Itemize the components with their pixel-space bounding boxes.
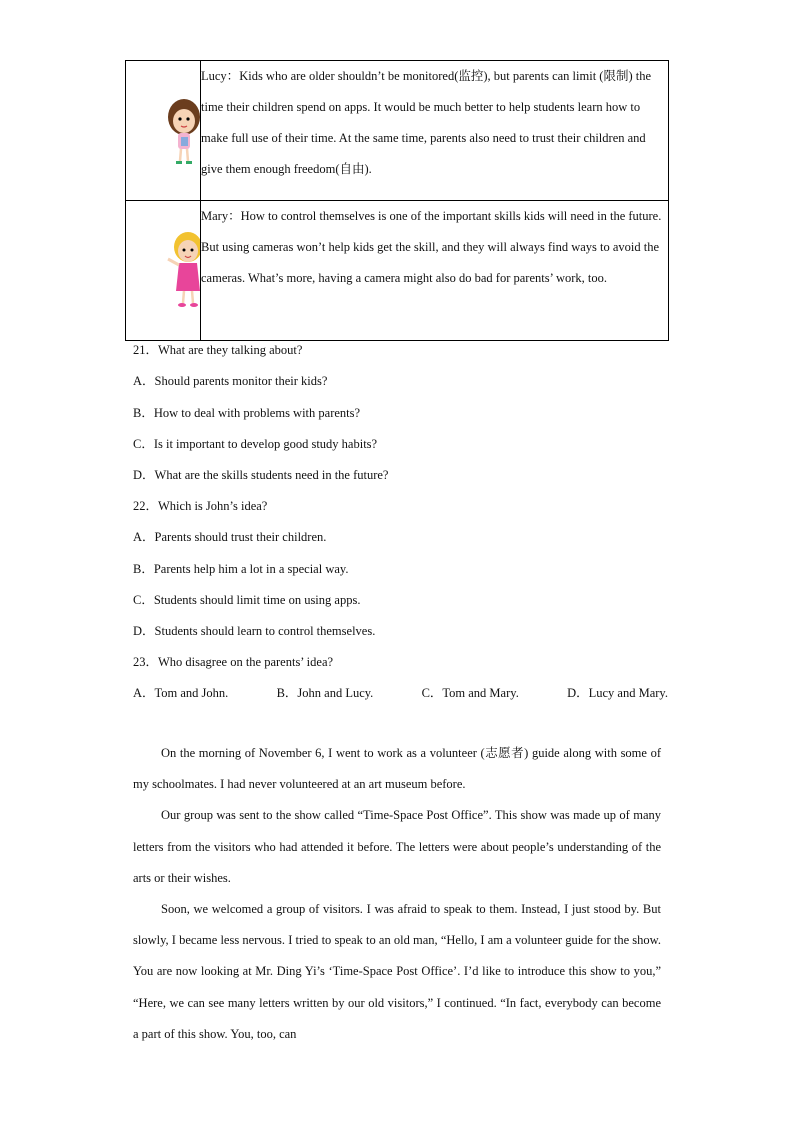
- question-22-option-d: D．Students should learn to control themselves.: [133, 624, 376, 638]
- speaker-name: Mary：: [201, 209, 241, 223]
- reading-passage: [133, 738, 661, 1050]
- question-21-option-d: D．What are the skills students need in the future?: [133, 468, 389, 482]
- question-23-option-a: A．Tom and John.: [133, 686, 229, 700]
- question-23-option-c: C．Tom and Mary.: [421, 686, 519, 700]
- lucy-illustration: [126, 61, 201, 201]
- question-21-option-a: A．Should parents monitor their kids?: [133, 374, 328, 388]
- speaker-statement: Kids who are older shouldn’t be monitored(监控), but parents can limit (限制) the time their children spend on apps. It would be much better to help students learn how to make full use of their time. At the same time, parents also need to trust their children and give them enough freedom(自由).: [201, 69, 652, 176]
- question-21-stem: 21．What are they talking about?: [133, 343, 303, 357]
- question-21-option-b: B．How to deal with problems with parents?: [133, 406, 361, 420]
- question-23-options: [133, 683, 668, 701]
- question-23-stem: 23．Who disagree on the parents’ idea?: [133, 655, 334, 669]
- lucy-text-cell: [201, 61, 669, 201]
- girl-cartoon-icon: [126, 61, 200, 195]
- passage-paragraph: Soon, we welcomed a group of visitors. I was afraid to speak to them. Instead, I just stood by. But slowly, I became less nervous. I tried to speak to an old man, “Hello, I am a volunteer guide for the show. You are now looking at Mr. Ding Yi’s ‘Time-Space Post Office’. I’d like to introduce this show to you,” “Here, we can see many letters written by our old visitors,” I continued. “In fact, everybody can become a part of this show. You, too, can: [133, 902, 661, 1041]
- passage-paragraph: Our group was sent to the show called “Time-Space Post Office”. This show was made up of many letters from the visitors who had attended it before. The letters were about people’s understanding of the arts or their wishes.: [133, 808, 661, 885]
- passage-paragraph: On the morning of November 6, I went to work as a volunteer (志愿者) guide along with some of my schoolmates. I had never volunteered at an art museum before.: [133, 746, 661, 792]
- question-23-option-d: D．Lucy and Mary.: [567, 686, 668, 700]
- speaker-name: Lucy：: [201, 69, 240, 83]
- dialogue-row-mary: [126, 201, 669, 341]
- question-22-option-a: A．Parents should trust their children.: [133, 530, 327, 544]
- question-21-option-c: C．Is it important to develop good study habits?: [133, 437, 378, 451]
- mary-text-cell: [201, 201, 669, 341]
- mary-illustration: [126, 201, 201, 341]
- girl-cartoon-icon: [126, 201, 200, 335]
- question-22-stem: 22．Which is John’s idea?: [133, 499, 268, 513]
- dialogue-row-lucy: [126, 61, 669, 201]
- question-23-option-b: B．John and Lucy.: [276, 686, 374, 700]
- dialogue-table: [125, 60, 669, 341]
- speaker-statement: How to control themselves is one of the important skills kids will need in the future. But using cameras won’t help kids get the skill, and they will always find ways to avoid the cameras. What’s more, having a camera might also do bad for parents’ work, too.: [201, 209, 662, 285]
- question-22-option-c: C．Students should limit time on using apps.: [133, 593, 361, 607]
- question-22-option-b: B．Parents help him a lot in a special way.: [133, 562, 349, 576]
